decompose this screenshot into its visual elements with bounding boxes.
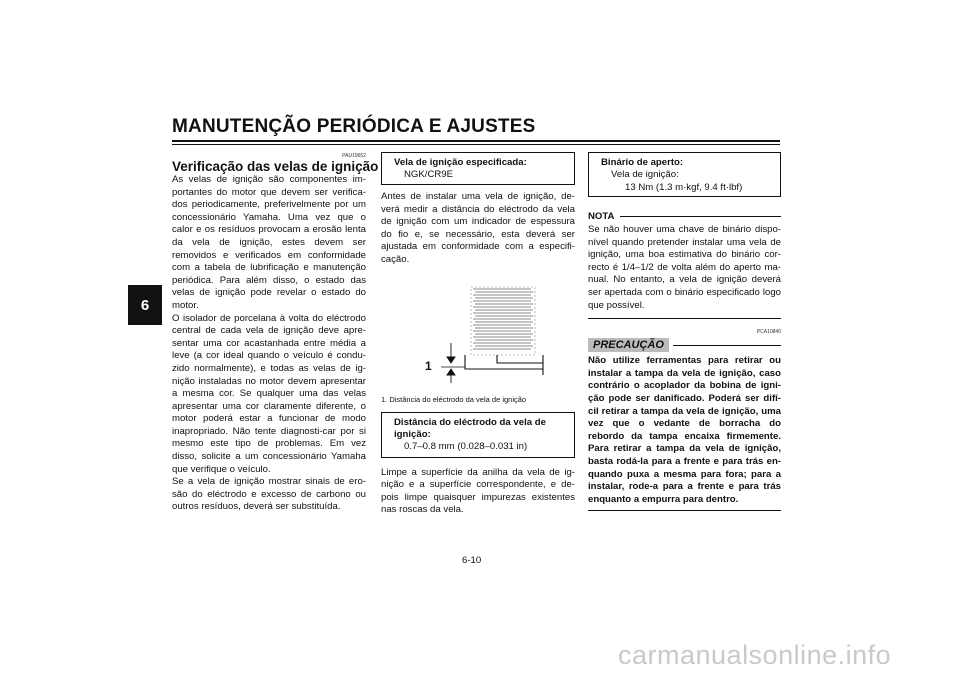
doc-code: PAU19652 (342, 153, 366, 159)
gap-value: 0.7–0.8 mm (0.028–0.031 in) (404, 441, 528, 453)
paragraph: O isolador de porcelana à volta do eléctrodo central de cada vela de ignição deve apre-sentar uma cor acastanhada entre média a leve (a cor ideal quando o veículo é condu-zido normalmente), e todas as velas de ig-nição instaladas no motor devem apresentar a mesma cor. Se qualquer uma das velas apresentar uma cor claramente diferente, o motor poderá estar a funcionar de modo inapropriado. Não tente diagnosti-car por si mesmo este tipo de problemas. Em vez disso, solicite a um concessionário Yamaha que verifique o veículo. (172, 312, 366, 475)
page-number: 6-10 (462, 555, 482, 566)
paragraph: Se a vela de ignição mostrar sinais de ero-são do eléctrodo e excesso de carbono ou outros resíduos, deverá ser substituída. (172, 476, 366, 513)
mid-paragraph-1: Antes de instalar uma vela de ignição, de-verá medir a distância do eléctrodo da vela de ignição com um indicador de espessura do fio e, se necessário, esta deverá ser ajustada em conformidade com a especifi-cação. (381, 191, 575, 265)
spec-value: NGK/CR9E (404, 169, 454, 181)
title-rule (172, 140, 780, 142)
section-tab: 6 (128, 285, 162, 325)
left-body (172, 174, 366, 514)
title-rule-thin (172, 144, 780, 145)
spec-label: Vela de ignição especificada: (394, 157, 527, 168)
middle-column (381, 152, 575, 517)
watermark: carmanualsonline.info (618, 640, 892, 670)
gap-spec-box (381, 412, 575, 458)
torque-sub: Vela de ignição: (611, 169, 679, 181)
paragraph: As velas de ignição são componentes im-portantes do motor que devem ser verifica-dos periodicamente, preferivelmente por um concessionário Yamaha. Uma vez que o calor e os resíduos provocam a erosão lenta da vela de ignição, estes devem ser removidos e verificados em conformidade com a tabela de lubrificação e manutenção periódica. Para além disso, o estado das velas de ignição pode revelar o estado do motor. (172, 174, 366, 311)
spark-plug-illustration (381, 271, 575, 391)
torque-value: 13 Nm (1.3 m·kgf, 9.4 ft·lbf) (625, 181, 743, 193)
nota-text: Se não houver uma chave de binário dispo-nível quando pretender instalar uma vela de ignição, uma boa estimativa do binário cor-recto é 1/4–1/2 de volta além do aperto ma-nual. No entanto, a vela de ignição deverá ser apertada com o binário especificado logo que possível. (588, 224, 781, 311)
figure-callout: 1 (425, 358, 432, 373)
nota-rule (620, 216, 781, 217)
torque-box (588, 152, 781, 197)
figure-caption: 1. Distância do eléctrodo da vela de ignição (381, 394, 527, 404)
left-column (172, 153, 379, 514)
spec-box (381, 152, 575, 185)
precaucao-rule (673, 345, 781, 346)
gap-label: Distância do eléctrodo da vela de ignição: (394, 416, 546, 440)
caution-code: PCA10840 (756, 329, 781, 336)
spark-plug-figure (381, 271, 575, 391)
precaucao-header (588, 338, 781, 352)
nota-label: NOTA (588, 211, 615, 222)
nota-header (588, 211, 781, 222)
precaucao-label: PRECAUÇÃO (588, 338, 669, 352)
page-title: MANUTENÇÃO PERIÓDICA E AJUSTES (172, 116, 536, 137)
section-heading: Verificação das velas de ignição (172, 159, 379, 174)
precaucao-end-rule (588, 510, 781, 511)
precaucao-text: Não utilize ferramentas para retirar ou instalar a tampa da vela de ignição, caso contrário o acoplador da bobina de igni-ção pode ser danificado. Poderá ser difí-cil retirar a tampa da vela de ignição, uma vez que o vedante de borracha do rebordo da tampa encaixa firmemente. Para retirar a tampa da vela de ignição, basta rodá-la para a frente e para trás en-quando puxa a mesma para fora; para a instalar, rode-a para a frente e para trás enquanto a empurra para dentro. (588, 355, 781, 505)
mid-paragraph-2: Limpe a superfície da anilha da vela de ig-nição e a superfície correspondente, e de-pois limpe quaisquer impurezas existentes nas roscas da vela. (381, 466, 575, 516)
torque-label: Binário de aperto: (601, 157, 684, 168)
right-column (588, 152, 781, 511)
nota-end-rule (588, 318, 781, 319)
